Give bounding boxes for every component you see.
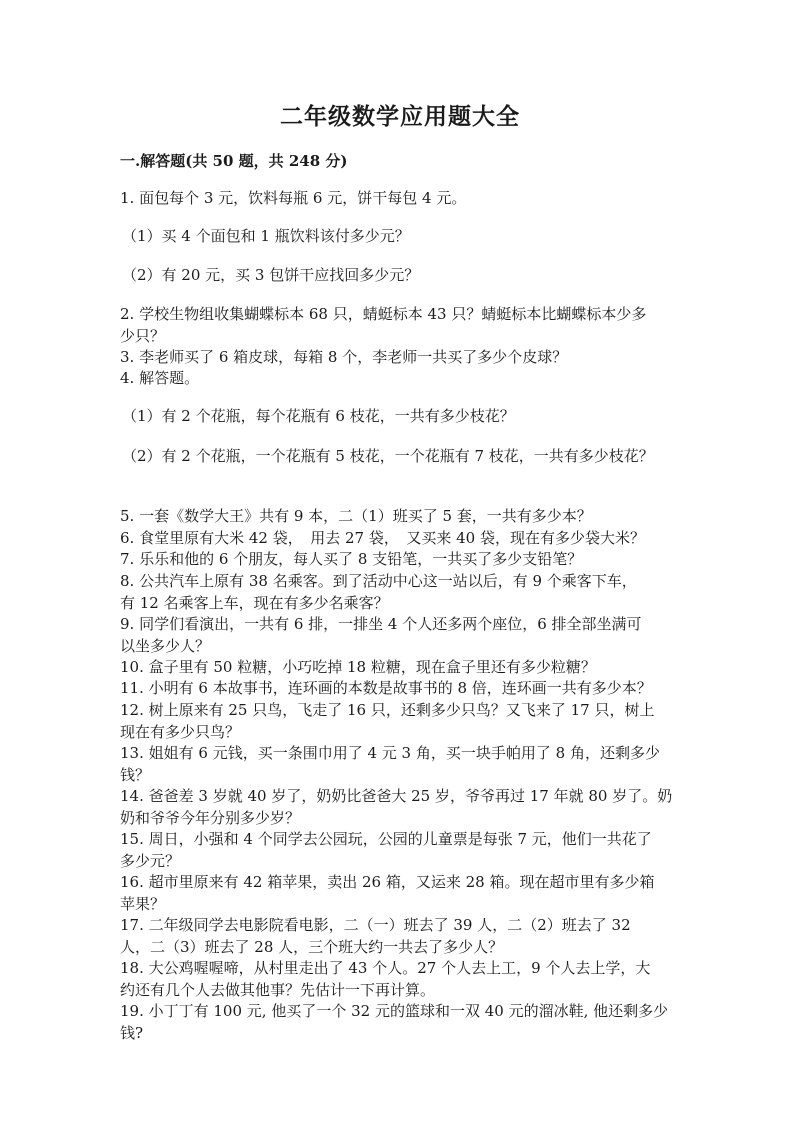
question-4: 4. 解答题。 [120,369,200,387]
question-19: 19. 小丁丁有 100 元, 他买了一个 32 元的篮球和一双 40 元的溜冰鞋, 他还剩多少 钱? [120,1002,669,1042]
question-1: 1. 面包每个 3 元，饮料每瓶 6 元，饼干每包 4 元。 [120,189,467,207]
question-18: 18. 大公鸡喔喔啼，从村里走出了 43 个人。27 个人去上工，9 个人去上学，大 约还有几个人去做其他事？先估计一下再计算。 [120,959,651,999]
question-2: 2. 学校生物组收集蝴蝶标本 68 只，蜻蜓标本 43 只？蜻蜓标本比蝴蝶标本少多 少只？ [120,305,647,345]
question-7: 7. 乐乐和他的 6 个朋友，每人买了 8 支铅笔，一共买了多少支铅笔？ [120,550,583,568]
question-6: 6. 食堂里原有大米 42 袋， 用去 27 袋， 又买来 40 袋，现在有多少袋大米？ [120,529,645,547]
question-4-part-1: （1）有 2 个花瓶，每个花瓶有 6 枝花，一共有多少枝花？ [122,407,515,425]
question-8: 8. 公共汽车上原有 38 名乘客。到了活动中心这一站以后，有 9 个乘客下车， 有 12 名乘客上车，现在有多少名乘客？ [120,572,637,612]
question-11: 11. 小明有 6 本故事书，连环画的本数是故事书的 8 倍，连环画一共有多少本？ [120,679,652,697]
question-15: 15. 周日，小强和 4 个同学去公园玩，公园的儿童票是每张 7 元，他们一共花了 多少元？ [120,830,652,870]
question-1-part-2: （2）有 20 元，买 3 包饼干应找回多少元？ [122,266,420,284]
question-14: 14. 爸爸差 3 岁就 40 岁了，奶奶比爸爸大 25 岁，爷爷再过 17 年就 80 岁了。奶 奶和爷爷今年分别多少岁？ [120,787,673,827]
question-1-part-1: （1）买 4 个面包和 1 瓶饮料该付多少元？ [122,227,410,245]
question-17: 17. 二年级同学去电影院看电影，二（一）班去了 39 人，二（2）班去了 32 人，二（3）班去了 28 人，三个班大约一共去了多少人？ [120,916,631,956]
question-5: 5. 一套《数学大王》共有 9 本，二（1）班买了 5 套，一共有多少本？ [120,507,592,525]
question-4-part-2: （2）有 2 个花瓶，一个花瓶有 5 枝花，一个花瓶有 7 枝花，一共有多少枝花？ [122,447,654,465]
question-10: 10. 盒子里有 50 粒糖，小巧吃掉 18 粒糖，现在盒子里还有多少粒糖？ [120,658,596,676]
page-title: 二年级数学应用题大全 [280,103,520,130]
section-heading: 一.解答题(共 50 题，共 248 分) [120,152,348,170]
question-3: 3. 李老师买了 6 箱皮球，每箱 8 个，李老师一共买了多少个皮球？ [120,348,568,366]
question-12: 12. 树上原来有 25 只鸟，飞走了 16 只，还剩多少只鸟？又飞来了 17 只，树上 现在有多少只鸟？ [120,701,655,741]
question-9: 9. 同学们看演出，一共有 6 排，一排坐 4 个人还多两个座位，6 排全部坐满可 以坐多少人？ [120,615,642,655]
question-13: 13. 姐姐有 6 元钱，买一条围巾用了 4 元 3 角，买一块手帕用了 8 角，还剩多少 钱？ [120,744,660,784]
question-16: 16. 超市里原来有 42 箱苹果，卖出 26 箱，又运来 28 箱。现在超市里有多少箱 苹果？ [120,873,655,913]
